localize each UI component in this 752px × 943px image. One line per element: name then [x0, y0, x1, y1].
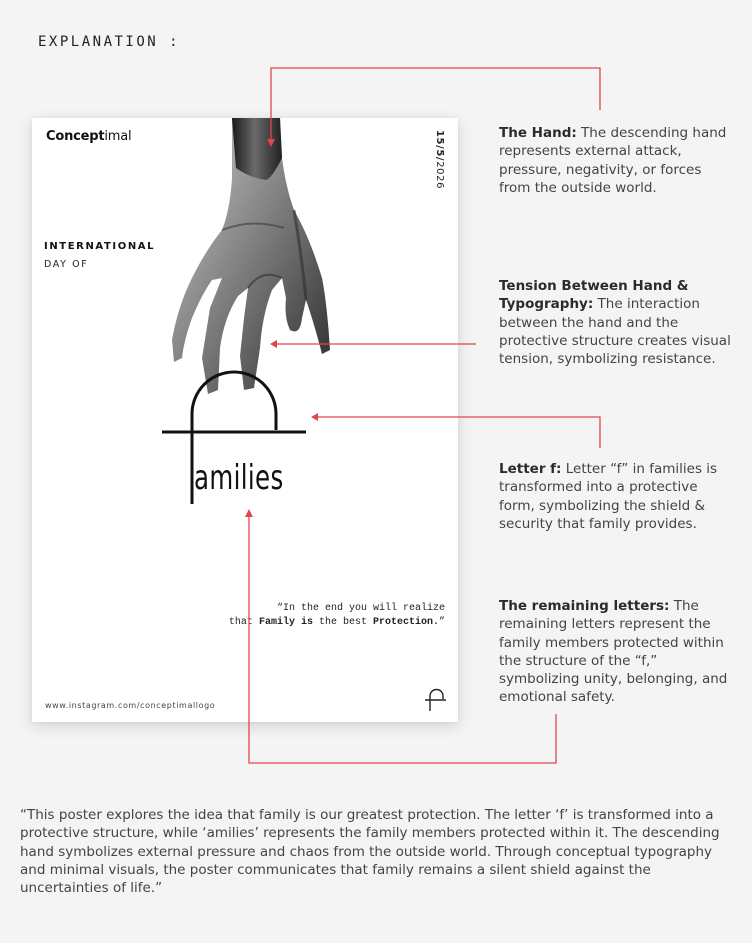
note-letter-f-text: Letter “f” in families is transformed into a protective form, symbolizing the shield & security that family provides.	[499, 461, 718, 532]
quote-line-1: “In the end you will realize	[276, 603, 445, 614]
instagram-link: www.instagram.com/conceptimallogo	[45, 701, 216, 710]
brand-bold: Concept	[46, 129, 105, 144]
quote-middle: the best	[312, 617, 373, 628]
date-day: 15/5/	[434, 130, 445, 162]
quote-end: ”	[438, 617, 445, 628]
quote-line-2	[145, 616, 445, 630]
note-letter-f	[499, 460, 735, 533]
page-heading: EXPLANATION :	[38, 34, 181, 50]
poster-line-day-of: DAY OF	[44, 259, 89, 270]
quote-protection: Protection.	[372, 617, 439, 628]
poster-line-international: INTERNATIONAL	[44, 241, 156, 252]
quote-family: Family is	[258, 617, 313, 628]
note-hand	[499, 124, 735, 197]
small-f-logo-icon	[424, 686, 448, 712]
brand-logo	[46, 129, 131, 144]
summary-paragraph: “This poster explores the idea that family is our greatest protection. The letter ‘f’ is transformed into a protective structure, while ‘amilies’ represents the family members protected within it. The descending hand symbolizes external pressure and chaos from the outside world. Through conceptual typography and minimal visuals, the poster communicates that family remains a silent shield against the uncertainties of life.”	[20, 807, 720, 897]
brand-light: imal	[104, 129, 132, 144]
note-letter-f-title: Letter f:	[499, 461, 562, 477]
poster-date	[434, 130, 445, 189]
poster-quote	[145, 602, 445, 630]
date-year: 2026	[434, 161, 445, 190]
note-hand-title: The Hand:	[499, 125, 577, 141]
note-remaining-text: The remaining letters represent the family members protected within the structure of the “f,” symbolizing unity, belonging, and emotional safety.	[499, 598, 728, 706]
note-remaining-title: The remaining letters:	[499, 598, 670, 614]
note-tension-title: Tension Between Hand & Typography:	[499, 278, 689, 313]
quote-that: that	[228, 617, 259, 628]
word-amilies: amilies	[194, 458, 284, 498]
poster	[32, 118, 458, 722]
note-tension-text: The interaction between the hand and the protective structure creates visual tension, symbolizing resistance.	[499, 296, 731, 368]
note-tension	[499, 277, 735, 368]
note-hand-text: The descending hand represents external attack, pressure, negativity, or forces from the outside world.	[499, 125, 727, 196]
note-remaining-letters	[499, 597, 735, 707]
